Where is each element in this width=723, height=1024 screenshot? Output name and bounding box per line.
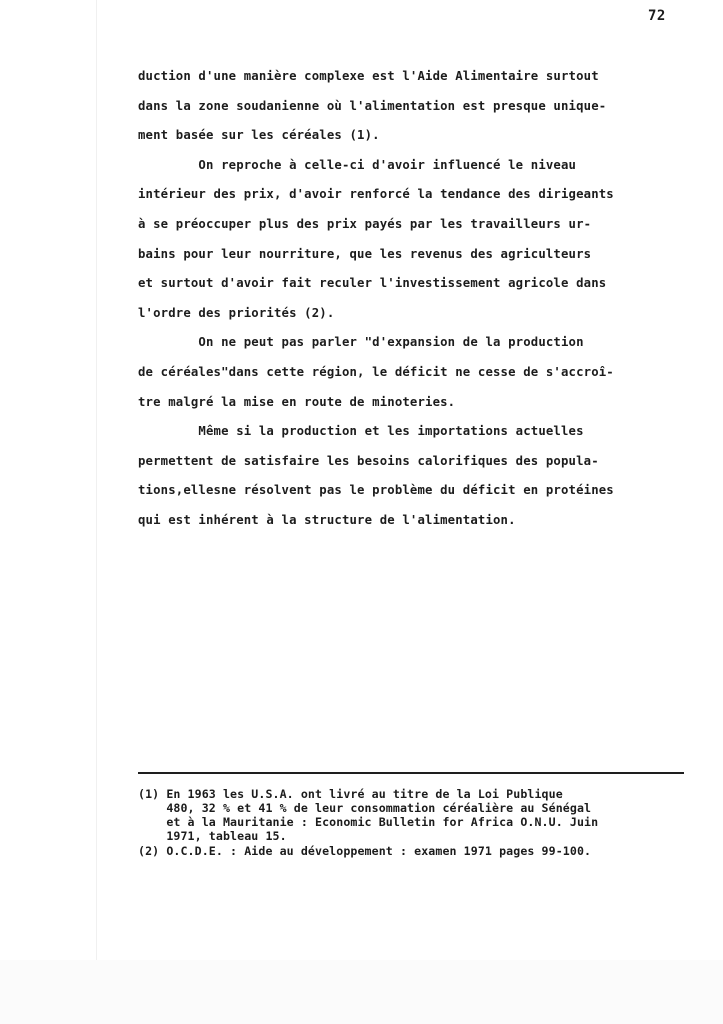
text-line: Même si la production et les importations actuelles (138, 424, 584, 439)
page-number: 72 (648, 8, 666, 24)
text-line: dans la zone soudanienne où l'alimentation est presque unique- (138, 98, 607, 113)
text-line: l'ordre des priorités (2). (138, 305, 335, 320)
footnote-separator (138, 772, 684, 774)
footnote-2 (138, 844, 708, 858)
text-line: ment basée sur les céréales (1). (138, 128, 380, 143)
text-line: On reproche à celle-ci d'avoir influencé le niveau (138, 157, 577, 172)
text-line: tions,ellesne résolvent pas le problème du déficit en protéines (138, 483, 614, 498)
footnote-line: (1) En 1963 les U.S.A. ont livré au titre de la Loi Publique (138, 787, 563, 801)
body-text (138, 62, 690, 536)
footnote-line: 480, 32 % et 41 % de leur consommation céréalière au Sénégal (138, 801, 592, 815)
text-line: duction d'une manière complexe est l'Aide Alimentaire surtout (138, 69, 599, 83)
footnotes (138, 787, 708, 859)
text-line: permettent de satisfaire les besoins calorifiques des popula- (138, 453, 599, 468)
footnote-line: et à la Mauritanie : Economic Bulletin for Africa O.N.U. Juin (138, 815, 599, 829)
text-line: tre malgré la mise en route de minoteries. (138, 394, 456, 409)
text-line: intérieur des prix, d'avoir renforcé la tendance des dirigeants (138, 187, 614, 202)
text-line: à se préoccuper plus des prix payés par les travailleurs ur- (138, 216, 592, 231)
footnote-1 (138, 787, 708, 843)
page-margin-bottom (0, 960, 723, 1024)
footnote-line: (2) O.C.D.E. : Aide au développement : examen 1971 pages 99-100. (138, 844, 592, 858)
text-line: bains pour leur nourriture, que les revenus des agriculteurs (138, 246, 592, 261)
footnote-line: 1971, tableau 15. (138, 829, 287, 843)
text-line: qui est inhérent à la structure de l'alimentation. (138, 512, 516, 527)
text-line: On ne peut pas parler "d'expansion de la production (138, 335, 584, 350)
text-line: de céréales"dans cette région, le déficit ne cesse de s'accroî- (138, 364, 614, 379)
text-line: et surtout d'avoir fait reculer l'investissement agricole dans (138, 276, 607, 291)
